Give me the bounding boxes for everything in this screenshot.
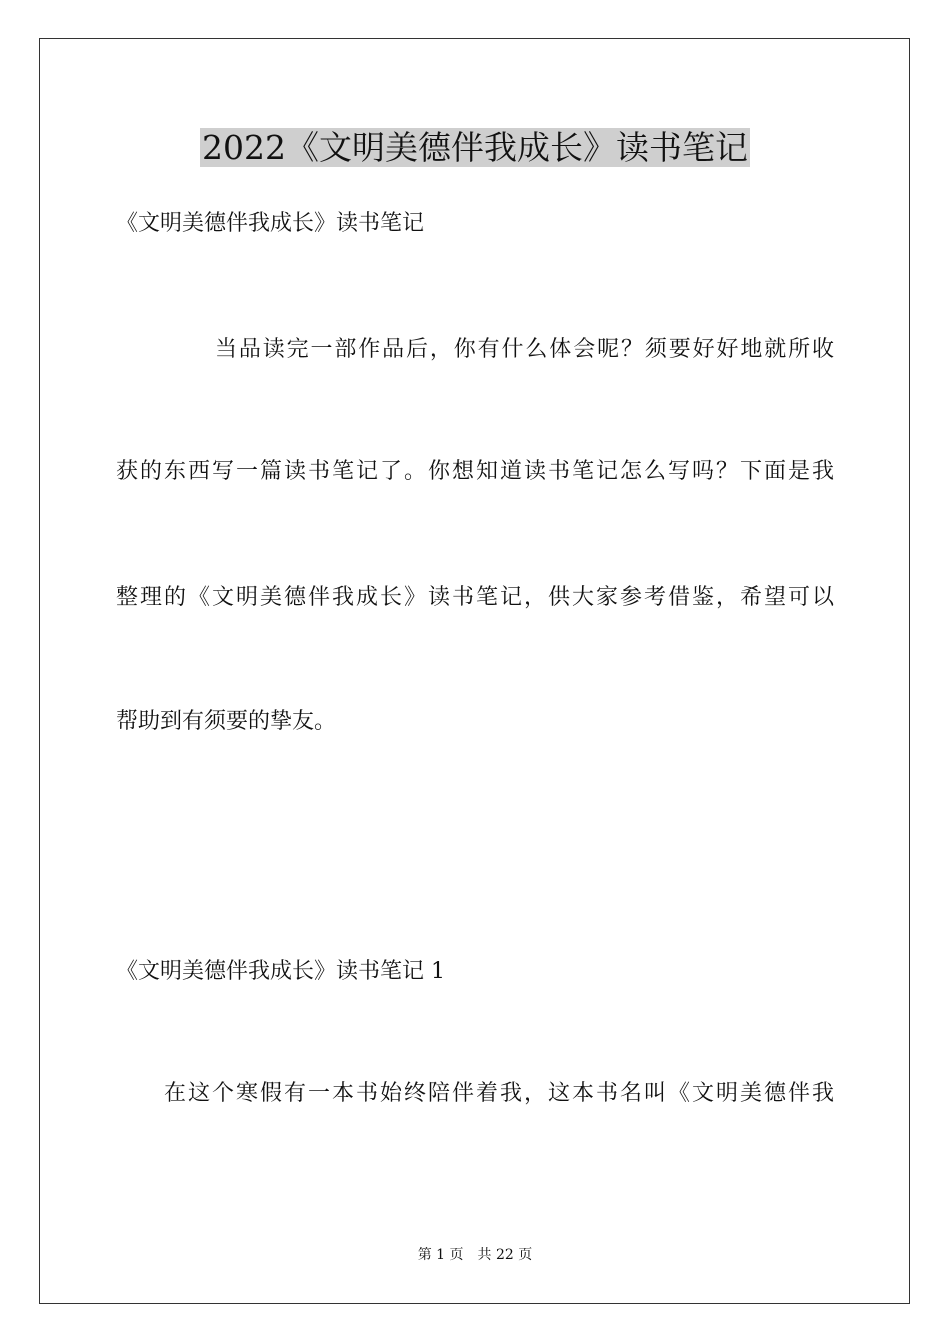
document-title-text: 2022《文明美德伴我成长》读书笔记: [202, 128, 748, 167]
document-subtitle: 《文明美德伴我成长》读书笔记: [116, 211, 425, 236]
page-total: 共 22 页: [477, 1247, 533, 1263]
section-first-line: 在这个寒假有一本书始终陪伴着我，这本书名叫《文明美德伴我: [164, 1081, 834, 1106]
page-footer: [0, 1245, 950, 1265]
intro-line-1: 当品读完一部作品后，你有什么体会呢？须要好好地就所收: [215, 337, 834, 362]
intro-line-3: 整理的《文明美德伴我成长》读书笔记，供大家参考借鉴，希望可以: [116, 585, 834, 610]
document-title: [0, 126, 950, 170]
section-heading: 《文明美德伴我成长》读书笔记 1: [116, 959, 445, 984]
intro-line-4: 帮助到有须要的挚友。: [116, 709, 337, 734]
intro-line-2: 获的东西写一篇读书笔记了。你想知道读书笔记怎么写吗？下面是我: [116, 459, 834, 484]
page-number: 第 1 页: [417, 1247, 464, 1263]
